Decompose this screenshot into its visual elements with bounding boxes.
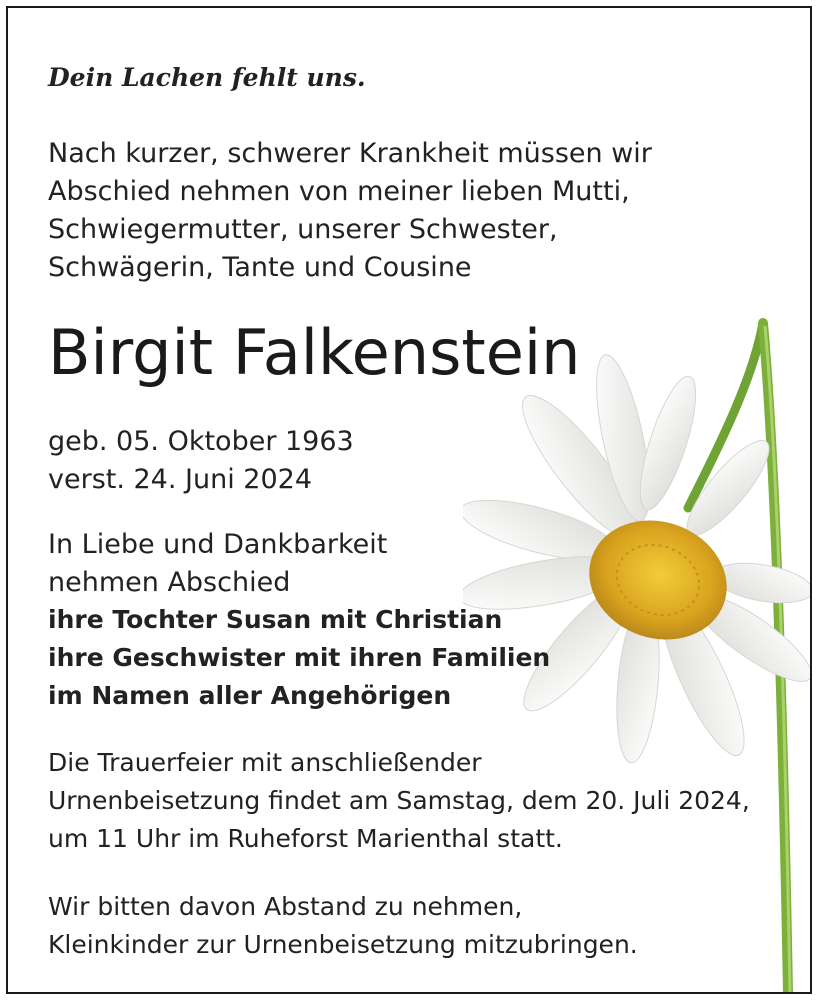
deceased-name: Birgit Falkenstein [48, 316, 581, 389]
mourner-line: ihre Tochter Susan mit Christian [48, 605, 503, 634]
intro-line: Nach kurzer, schwerer Krankheit müssen wir [48, 138, 652, 169]
request-note [48, 888, 638, 964]
ceremony-line: um 11 Uhr im Ruheforst Marienthal statt. [48, 824, 563, 853]
obituary-card [6, 6, 812, 994]
request-line: Kleinkinder zur Urnenbeisetzung mitzubringen. [48, 930, 638, 959]
thanks-line: nehmen Abschied [48, 567, 291, 598]
life-dates [48, 423, 354, 499]
birth-date: geb. 05. Oktober 1963 [48, 426, 354, 457]
mourners-list [48, 601, 550, 715]
thanks-line: In Liebe und Dankbarkeit [48, 529, 388, 560]
ceremony-line: Die Trauerfeier mit anschließender [48, 748, 482, 777]
intro-line: Schwiegermutter, unserer Schwester, [48, 214, 558, 245]
intro-line: Abschied nehmen von meiner lieben Mutti, [48, 176, 630, 207]
ceremony-line: Urnenbeisetzung findet am Samstag, dem 20. Juli 2024, [48, 786, 750, 815]
mourner-line: ihre Geschwister mit ihren Familien [48, 643, 551, 672]
motto-heading: Dein Lachen fehlt uns. [48, 63, 366, 92]
intro-text [48, 135, 652, 287]
request-line: Wir bitten davon Abstand zu nehmen, [48, 892, 523, 921]
intro-line: Schwägerin, Tante und Cousine [48, 252, 472, 283]
death-date: verst. 24. Juni 2024 [48, 464, 313, 495]
ceremony-info [48, 744, 750, 858]
mourner-line: im Namen aller Angehörigen [48, 681, 452, 710]
thanks-text [48, 526, 387, 602]
